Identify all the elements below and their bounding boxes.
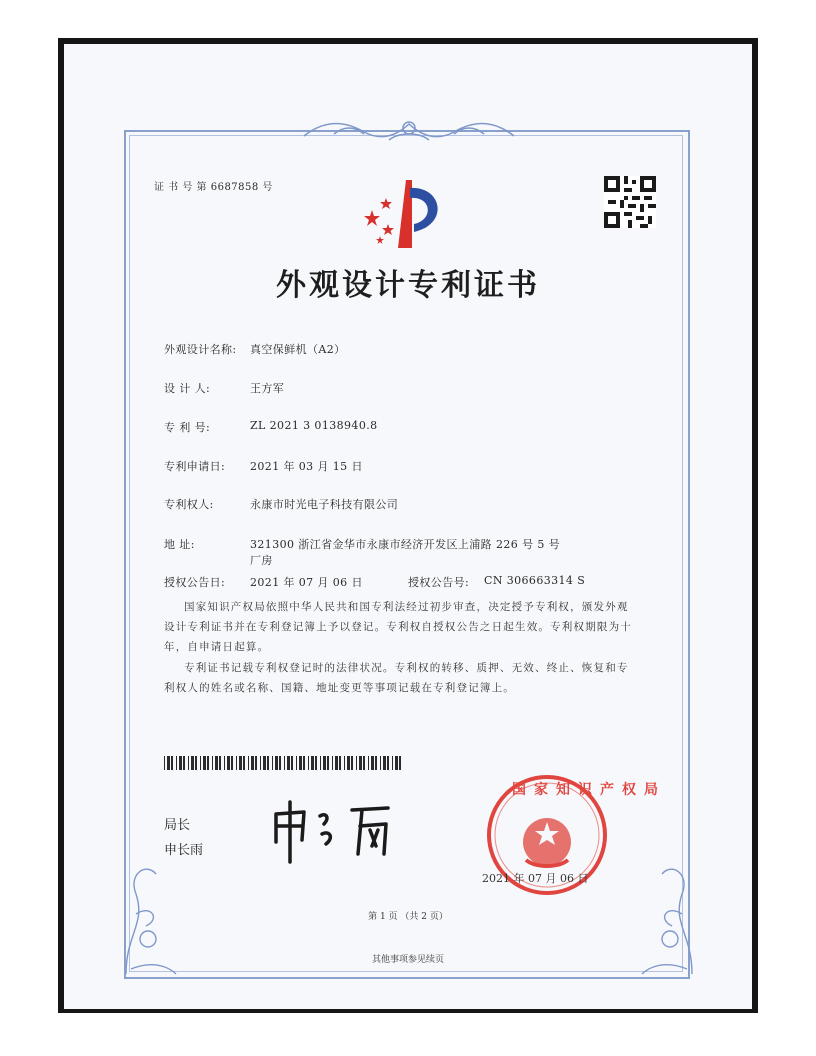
- patentee-label: 专利权人:: [164, 498, 214, 511]
- barcode-icon: [164, 756, 404, 770]
- certificate-page: [64, 44, 752, 1009]
- grant-date-label: 授权公告日:: [164, 576, 226, 589]
- director-title: 局长: [164, 818, 191, 833]
- body-paragraph-1-line3: 年，自申请日起算。: [164, 641, 270, 653]
- grant-number-label: 授权公告号:: [408, 576, 470, 589]
- filing-date-value: 2021 年 03 月 15 日: [250, 460, 363, 473]
- grant-number-value: CN 306663314 S: [484, 574, 586, 587]
- director-name: 申长雨: [164, 843, 204, 858]
- certificate-title: 外观设计专利证书: [276, 268, 540, 303]
- page-info: 第 1 页 （共 2 页）: [368, 912, 448, 922]
- body-paragraph-1-line1: 国家知识产权局依照中华人民共和国专利法经过初步审查，决定授予专利权，颁发外观: [184, 601, 629, 613]
- design-name-label: 外观设计名称:: [164, 343, 237, 356]
- grant-date-value: 2021 年 07 月 06 日: [250, 576, 363, 589]
- address-label: 地 址:: [164, 538, 195, 551]
- footer-note: 其他事项参见续页: [371, 955, 444, 965]
- qr-code-icon: [604, 176, 656, 228]
- patent-number-value: ZL 2021 3 0138940.8: [250, 419, 378, 432]
- certificate-number: 证 书 号 第 6687858 号: [154, 182, 273, 193]
- seal-text: 国家知识产权局: [512, 782, 666, 798]
- seal-date: 2021 年 07 月 06 日: [482, 872, 589, 885]
- body-paragraph-1: [164, 597, 674, 657]
- director-signature: [264, 796, 424, 866]
- body-paragraph-2-line2: 利权人的姓名或名称、国籍、地址变更等事项记载在专利登记簿上。: [164, 682, 515, 694]
- address-value-line2: 厂房: [250, 554, 273, 567]
- top-ornament-icon: [294, 114, 524, 148]
- body-paragraph-2-line1: 专利证书记载专利权登记时的法律状况。专利权的转移、质押、无效、终止、恢复和专: [184, 662, 629, 674]
- designer-value: 王方军: [250, 382, 285, 395]
- body-paragraph-2: [164, 658, 674, 698]
- patentee-value: 永康市时光电子科技有限公司: [250, 498, 399, 511]
- designer-label: 设 计 人:: [164, 382, 211, 395]
- patent-number-label: 专 利 号:: [164, 421, 211, 434]
- address-value-line1: 321300 浙江省金华市永康市经济开发区上浦路 226 号 5 号: [250, 538, 561, 551]
- body-paragraph-1-line2: 设计专利证书并在专利登记簿上予以登记。专利权自授权公告之日起生效。专利权期限为十: [164, 621, 632, 633]
- filing-date-label: 专利申请日:: [164, 460, 226, 473]
- design-name-value: 真空保鲜机（A2）: [250, 343, 346, 356]
- cnipa-logo-icon: [352, 176, 462, 252]
